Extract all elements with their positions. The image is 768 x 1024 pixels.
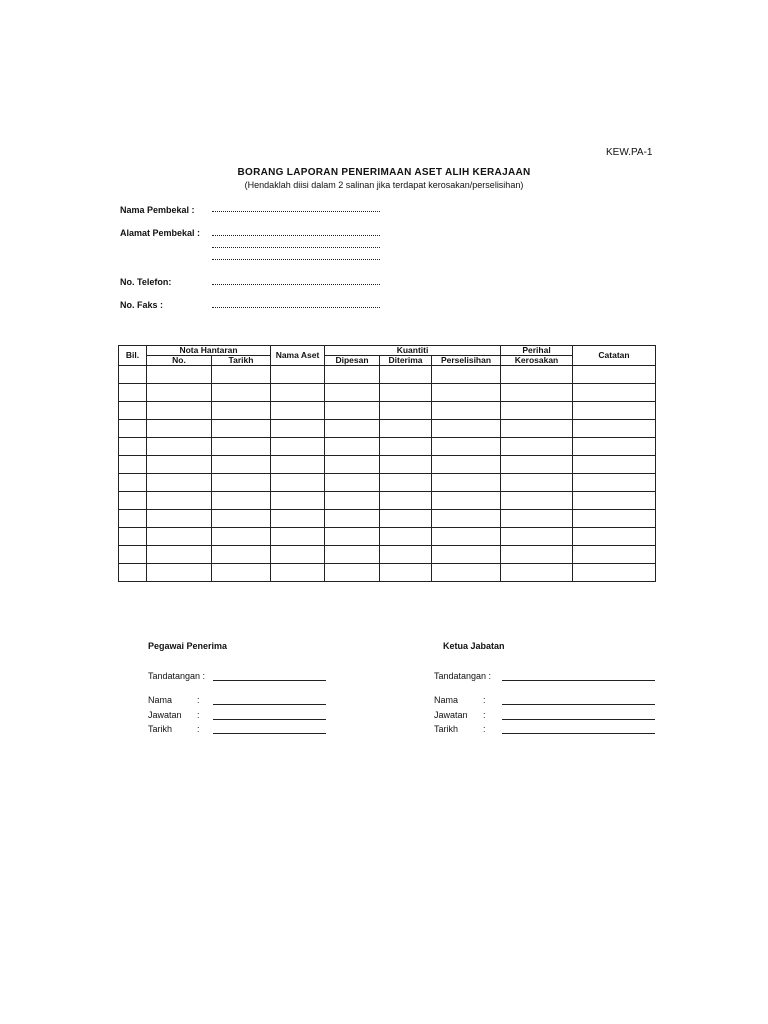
cell-nota-tarikh[interactable] — [212, 546, 271, 564]
table-row — [119, 474, 656, 492]
cell-catatan[interactable] — [573, 384, 656, 402]
cell-catatan[interactable] — [573, 402, 656, 420]
cell-nama-aset[interactable] — [271, 546, 325, 564]
cell-bil[interactable] — [119, 438, 147, 456]
cell-bil[interactable] — [119, 564, 147, 582]
head-position-field[interactable] — [502, 719, 655, 720]
table-row — [119, 384, 656, 402]
fax-label: No. Faks : — [120, 300, 164, 310]
cell-nota-no[interactable] — [147, 402, 212, 420]
cell-catatan[interactable] — [573, 438, 656, 456]
cell-perselisihan[interactable] — [432, 456, 501, 474]
header-perselisihan: Perselisihan — [432, 356, 501, 366]
cell-dipesan[interactable] — [325, 402, 380, 420]
cell-perselisihan[interactable] — [432, 366, 501, 384]
cell-nama-aset[interactable] — [271, 528, 325, 546]
table-row — [119, 402, 656, 420]
cell-kerosakan[interactable] — [501, 402, 573, 420]
receiver-date-field[interactable] — [213, 733, 326, 734]
fax-field[interactable] — [212, 307, 380, 308]
cell-kerosakan[interactable] — [501, 438, 573, 456]
receiver-position-label: Jawatan — [148, 710, 182, 720]
table-row — [119, 420, 656, 438]
cell-dipesan[interactable] — [325, 474, 380, 492]
receiver-signature-field[interactable] — [213, 680, 326, 681]
cell-nota-tarikh[interactable] — [212, 402, 271, 420]
header-catatan: Catatan — [573, 346, 656, 366]
cell-dipesan[interactable] — [325, 492, 380, 510]
supplier-address-field-2[interactable] — [212, 247, 380, 248]
cell-kerosakan[interactable] — [501, 492, 573, 510]
head-signature-label: Tandatangan : — [434, 671, 492, 681]
cell-nota-no[interactable] — [147, 384, 212, 402]
cell-perselisihan[interactable] — [432, 438, 501, 456]
cell-bil[interactable] — [119, 420, 147, 438]
cell-kerosakan[interactable] — [501, 384, 573, 402]
cell-diterima[interactable] — [380, 384, 432, 402]
table-row — [119, 492, 656, 510]
cell-nama-aset[interactable] — [271, 456, 325, 474]
table-row — [119, 564, 656, 582]
cell-kerosakan[interactable] — [501, 564, 573, 582]
header-nota-hantaran: Nota Hantaran — [147, 346, 271, 356]
cell-catatan[interactable] — [573, 528, 656, 546]
cell-diterima[interactable] — [380, 474, 432, 492]
cell-dipesan[interactable] — [325, 456, 380, 474]
cell-nota-no[interactable] — [147, 492, 212, 510]
cell-nama-aset[interactable] — [271, 366, 325, 384]
cell-nota-tarikh[interactable] — [212, 366, 271, 384]
cell-nota-tarikh[interactable] — [212, 384, 271, 402]
header-nama-aset: Nama Aset — [271, 346, 325, 366]
cell-diterima[interactable] — [380, 366, 432, 384]
cell-catatan[interactable] — [573, 366, 656, 384]
cell-nota-no[interactable] — [147, 564, 212, 582]
receiver-signature-label: Tandatangan : — [148, 671, 206, 681]
cell-diterima[interactable] — [380, 420, 432, 438]
header-dipesan: Dipesan — [325, 356, 380, 366]
cell-diterima[interactable] — [380, 438, 432, 456]
cell-diterima[interactable] — [380, 402, 432, 420]
cell-catatan[interactable] — [573, 564, 656, 582]
cell-dipesan[interactable] — [325, 420, 380, 438]
cell-nota-no[interactable] — [147, 456, 212, 474]
cell-kerosakan[interactable] — [501, 366, 573, 384]
cell-nota-tarikh[interactable] — [212, 564, 271, 582]
table-row — [119, 510, 656, 528]
form-subtitle: (Hendaklah diisi dalam 2 salinan jika terdapat kerosakan/perselisihan) — [244, 180, 524, 190]
cell-perselisihan[interactable] — [432, 510, 501, 528]
cell-perselisihan[interactable] — [432, 474, 501, 492]
cell-bil[interactable] — [119, 384, 147, 402]
cell-nama-aset[interactable] — [271, 420, 325, 438]
cell-kerosakan[interactable] — [501, 546, 573, 564]
cell-kerosakan[interactable] — [501, 528, 573, 546]
head-date-label: Tarikh — [434, 724, 459, 734]
cell-bil[interactable] — [119, 492, 147, 510]
supplier-name-label: Nama Pembekal : — [120, 205, 195, 215]
cell-diterima[interactable] — [380, 564, 432, 582]
header-tarikh: Tarikh — [212, 356, 271, 366]
cell-nota-tarikh[interactable] — [212, 438, 271, 456]
cell-nota-no[interactable] — [147, 528, 212, 546]
table-row — [119, 366, 656, 384]
cell-bil[interactable] — [119, 456, 147, 474]
cell-diterima[interactable] — [380, 546, 432, 564]
head-title: Ketua Jabatan — [443, 641, 505, 651]
receiver-title: Pegawai Penerima — [148, 641, 228, 651]
cell-kerosakan[interactable] — [501, 420, 573, 438]
cell-diterima[interactable] — [380, 510, 432, 528]
phone-label: No. Telefon: — [120, 277, 172, 287]
header-bil: Bil. — [119, 346, 147, 366]
head-name-colon: : — [483, 695, 486, 705]
cell-dipesan[interactable] — [325, 510, 380, 528]
receiver-date-label: Tarikh — [148, 724, 173, 734]
cell-nama-aset[interactable] — [271, 510, 325, 528]
cell-bil[interactable] — [119, 510, 147, 528]
cell-kerosakan[interactable] — [501, 474, 573, 492]
cell-dipesan[interactable] — [325, 384, 380, 402]
head-date-field[interactable] — [502, 733, 655, 734]
cell-dipesan[interactable] — [325, 528, 380, 546]
cell-bil[interactable] — [119, 402, 147, 420]
head-position-colon: : — [483, 710, 486, 720]
receiver-name-colon: : — [197, 695, 200, 705]
cell-kerosakan[interactable] — [501, 510, 573, 528]
cell-bil[interactable] — [119, 546, 147, 564]
cell-perselisihan[interactable] — [432, 402, 501, 420]
cell-catatan[interactable] — [573, 474, 656, 492]
receiver-name-field[interactable] — [213, 704, 326, 705]
table-row — [119, 456, 656, 474]
cell-nama-aset[interactable] — [271, 438, 325, 456]
table-row — [119, 546, 656, 564]
cell-nota-tarikh[interactable] — [212, 492, 271, 510]
cell-nota-tarikh[interactable] — [212, 510, 271, 528]
cell-catatan[interactable] — [573, 420, 656, 438]
cell-nota-tarikh[interactable] — [212, 474, 271, 492]
head-name-label: Nama — [434, 695, 459, 705]
cell-nota-no[interactable] — [147, 474, 212, 492]
cell-nota-no[interactable] — [147, 366, 212, 384]
form-title: BORANG LAPORAN PENERIMAAN ASET ALIH KERAJAAN — [237, 167, 531, 178]
table-row — [119, 528, 656, 546]
cell-nota-tarikh[interactable] — [212, 420, 271, 438]
cell-nama-aset[interactable] — [271, 474, 325, 492]
header-diterima: Diterima — [380, 356, 432, 366]
cell-nota-no[interactable] — [147, 438, 212, 456]
cell-catatan[interactable] — [573, 456, 656, 474]
header-kerosakan: Kerosakan — [501, 356, 573, 366]
form-code: KEW.PA-1 — [606, 147, 653, 158]
cell-nota-no[interactable] — [147, 546, 212, 564]
cell-nota-tarikh[interactable] — [212, 456, 271, 474]
cell-perselisihan[interactable] — [432, 564, 501, 582]
head-date-colon: : — [483, 724, 486, 734]
phone-field[interactable] — [212, 284, 380, 285]
cell-catatan[interactable] — [573, 492, 656, 510]
supplier-name-field[interactable] — [212, 211, 380, 212]
cell-perselisihan[interactable] — [432, 384, 501, 402]
header-perihal: Perihal — [501, 346, 573, 356]
cell-nota-no[interactable] — [147, 420, 212, 438]
cell-perselisihan[interactable] — [432, 528, 501, 546]
cell-diterima[interactable] — [380, 492, 432, 510]
cell-perselisihan[interactable] — [432, 420, 501, 438]
cell-catatan[interactable] — [573, 546, 656, 564]
cell-diterima[interactable] — [380, 456, 432, 474]
head-name-field[interactable] — [502, 704, 655, 705]
cell-diterima[interactable] — [380, 528, 432, 546]
supplier-address-field-1[interactable] — [212, 235, 380, 236]
cell-bil[interactable] — [119, 528, 147, 546]
asset-receipt-table — [118, 345, 656, 582]
cell-nota-tarikh[interactable] — [212, 528, 271, 546]
table-row — [119, 438, 656, 456]
cell-dipesan[interactable] — [325, 438, 380, 456]
supplier-address-label: Alamat Pembekal : — [120, 228, 201, 238]
cell-nama-aset[interactable] — [271, 492, 325, 510]
cell-nama-aset[interactable] — [271, 384, 325, 402]
cell-bil[interactable] — [119, 474, 147, 492]
cell-dipesan[interactable] — [325, 366, 380, 384]
supplier-address-field-3[interactable] — [212, 259, 380, 260]
head-position-label: Jawatan — [434, 710, 468, 720]
cell-nama-aset[interactable] — [271, 402, 325, 420]
cell-nama-aset[interactable] — [271, 564, 325, 582]
cell-dipesan[interactable] — [325, 564, 380, 582]
cell-perselisihan[interactable] — [432, 546, 501, 564]
receiver-name-label: Nama — [148, 695, 173, 705]
cell-perselisihan[interactable] — [432, 492, 501, 510]
cell-nota-no[interactable] — [147, 510, 212, 528]
header-kuantiti: Kuantiti — [325, 346, 501, 356]
head-signature-field[interactable] — [502, 680, 655, 681]
cell-kerosakan[interactable] — [501, 456, 573, 474]
receiver-date-colon: : — [197, 724, 200, 734]
receiver-position-field[interactable] — [213, 719, 326, 720]
cell-dipesan[interactable] — [325, 546, 380, 564]
receiver-position-colon: : — [197, 710, 200, 720]
cell-bil[interactable] — [119, 366, 147, 384]
cell-catatan[interactable] — [573, 510, 656, 528]
header-no: No. — [147, 356, 212, 366]
